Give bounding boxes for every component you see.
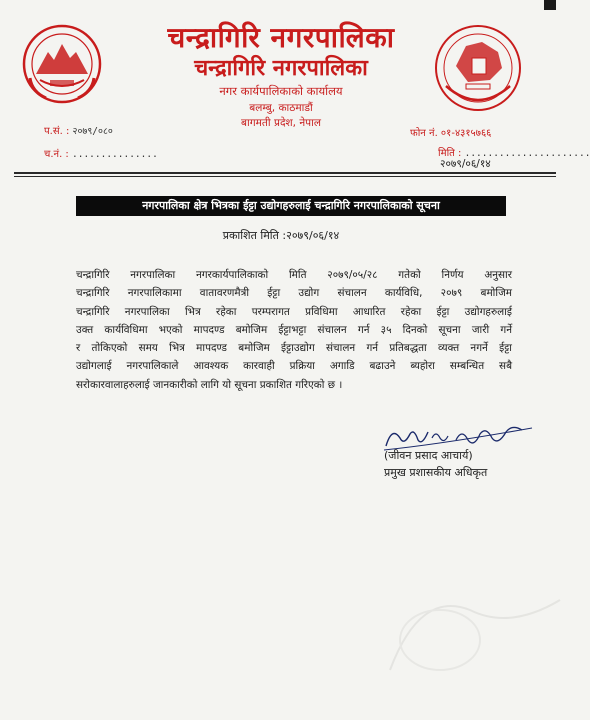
dispatch-number — [44, 146, 158, 160]
office-name: नगर कार्यपालिकाको कार्यालय — [219, 84, 343, 98]
notice-title: नगरपालिका क्षेत्र भित्रका ईट्टा उद्योगहरुलाई चन्द्रागिरि नगरपालिकाको सूचना — [76, 196, 506, 216]
header-date-dots: ...................... — [464, 148, 590, 159]
province-name: बागमती प्रदेश, नेपाल — [241, 117, 321, 129]
notice-body-line: चन्द्रागिरि नगरपालिकामा वातावरणमैत्री ईट्टा उद्योग संचालन कार्यविधि, २०७९ बमोजिम — [76, 287, 512, 300]
notice-body-line: उद्योगलाई नगरपालिकाले आवश्यक कारवाही प्रक्रिया अगाडि बढाउने ब्यहोरा सम्बन्धित सबै — [76, 360, 512, 373]
faint-stamp-mark — [380, 570, 580, 690]
signatory-title: प्रमुख प्रशासकीय अधिकृत — [384, 466, 488, 479]
phone-number: फोन नं. ०१-४३१५७६६ — [410, 128, 492, 139]
notice-body — [76, 266, 512, 394]
published-date: प्रकाशित मिति :२०७९/०६/१४ — [222, 229, 340, 242]
notice-body-line: चन्द्रागिरि नगरपालिका भित्र रहेका परम्परागत प्रविधिमा आधारित रहेका ईट्टा उद्योगहरुलाई — [76, 305, 512, 318]
notice-body-line: उक्त कार्यविधिमा भएको मापदण्ड बमोजिम ईट्टाभट्टा संचालन गर्न ३५ दिनको सूचना जारी गर्ने — [76, 323, 512, 336]
reference-number-value: २०७९/०८० — [72, 126, 113, 137]
header-divider-thin — [14, 176, 556, 177]
notice-body-line: चन्द्रागिरि नगरपालिका नगरकार्यपालिकाको मिति २०७९/०५/२८ गतेको निर्णय अनुसार — [76, 269, 512, 281]
header-date-label: मिति : — [438, 148, 462, 159]
header-date-value: २०७९/०६/१४ — [440, 158, 491, 170]
municipality-name: चन्द्रागिरि नगरपालिका — [167, 21, 395, 54]
municipality-name-stylized: चन्द्रागिरि नगरपालिका — [194, 56, 368, 81]
reference-number — [44, 123, 113, 137]
header-divider — [14, 172, 556, 174]
notice-body-line: सरोकारवालाहरुलाई जानकारीको लागि यो सूचना प्रकाशित गरिएको छ । — [76, 378, 343, 391]
signatory-name: (जीवन प्रसाद आचार्य) — [384, 449, 473, 462]
reference-number-label: प.सं. : — [44, 126, 70, 137]
dispatch-number-label: च.नं. : — [44, 149, 69, 160]
office-location: बलम्बु, काठमाडौं — [249, 102, 313, 114]
notice-body-line: र तोकिएको समय भित्र मापदण्ड बमोजिम ईट्टाउद्योग संचालन गर्न प्रतिबद्धता व्यक्त नगर्ने ईट्टा — [76, 342, 512, 355]
corner-mark — [544, 0, 556, 10]
dispatch-number-value: ............... — [72, 149, 158, 160]
